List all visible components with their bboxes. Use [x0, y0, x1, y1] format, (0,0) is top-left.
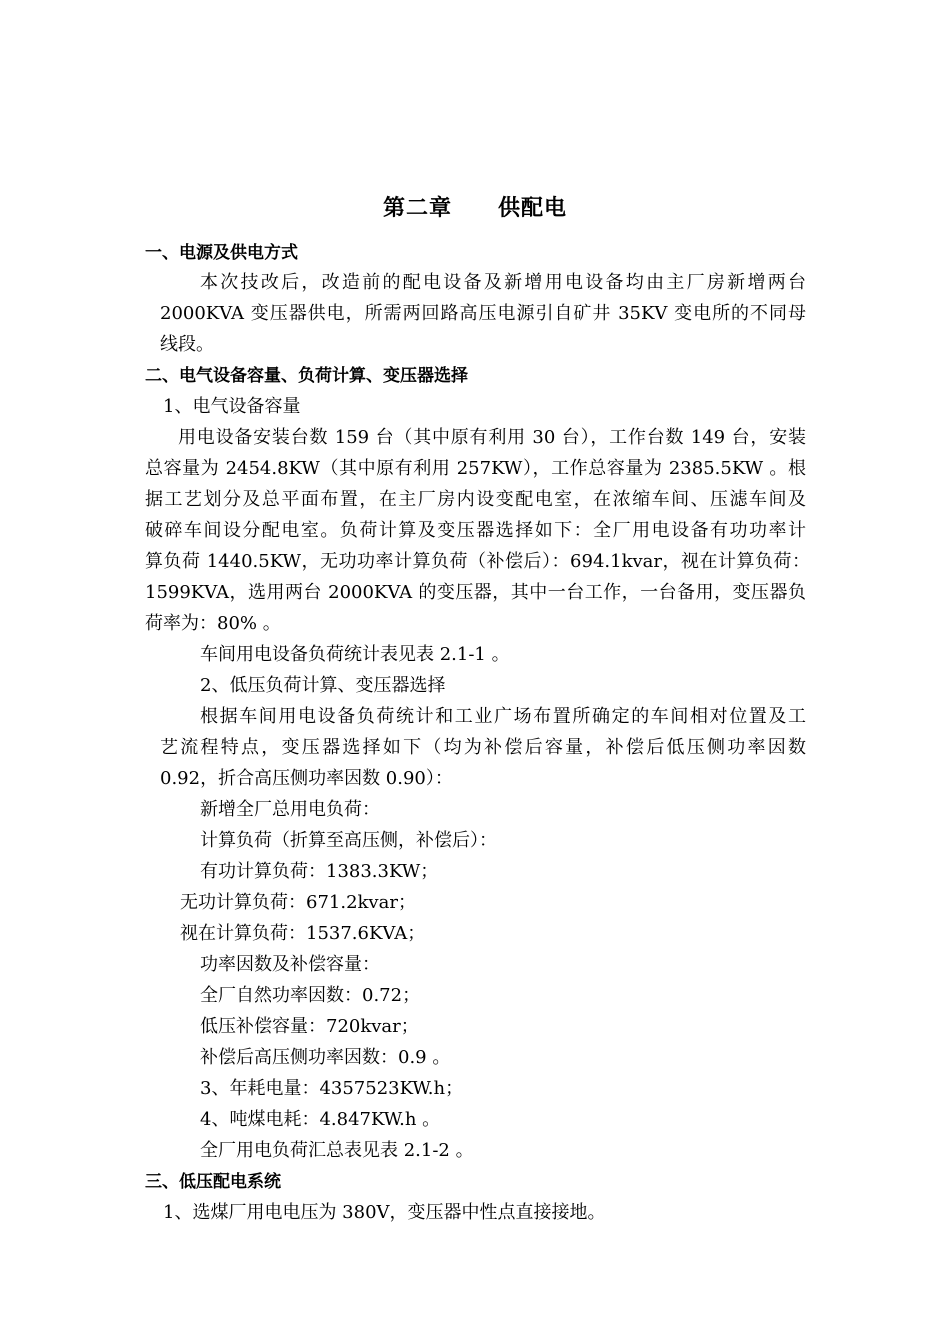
- section-heading-3: 三、低压配电系统: [145, 1172, 281, 1192]
- paragraph-line: 1、选煤厂用电电压为 380V，变压器中性点直接接地。: [163, 1202, 606, 1223]
- paragraph-line: 4、吨煤电耗：4.847KW.h 。: [200, 1109, 441, 1130]
- section-heading-1: 一、电源及供电方式: [145, 243, 298, 263]
- paragraph-line: 艺流程特点，变压器选择如下（均为补偿后容量，补偿后低压侧功率因数: [160, 737, 806, 758]
- paragraph-line: 1599KVA，选用两台 2000KVA 的变压器，其中一台工作，一台备用，变压器负: [145, 582, 806, 603]
- paragraph-line: 全厂用电负荷汇总表见表 2.1-2 。: [200, 1140, 474, 1161]
- section-heading-2: 二、电气设备容量、负荷计算、变压器选择: [145, 366, 468, 386]
- paragraph-line: 新增全厂总用电负荷：: [200, 799, 380, 820]
- paragraph-line: 0.92，折合高压侧功率因数 0.90）：: [160, 768, 453, 789]
- paragraph-line: 据工艺划分及总平面布置，在主厂房内设变配电室，在浓缩车间、压滤车间及: [145, 489, 806, 510]
- paragraph-line: 3、年耗电量：4357523KW.h；: [200, 1078, 464, 1099]
- subsection-heading: 2、低压负荷计算、变压器选择: [200, 675, 446, 696]
- paragraph-line: 2000KVA 变压器供电，所需两回路高压电源引自矿井 35KV 变电所的不同母: [160, 303, 806, 324]
- subsection-heading: 1、电气设备容量: [163, 396, 301, 417]
- paragraph-line: 全厂自然功率因数：0.72；: [200, 985, 421, 1006]
- paragraph-line: 本次技改后，改造前的配电设备及新增用电设备均由主厂房新增两台: [200, 272, 806, 293]
- paragraph-line: 用电设备安装台数 159 台（其中原有利用 30 台），工作台数 149 台，安装: [178, 427, 806, 448]
- paragraph-line: 总容量为 2454.8KW（其中原有利用 257KW），工作总容量为 2385.5KW 。根: [145, 458, 806, 479]
- paragraph-line: 荷率为：80% 。: [145, 613, 281, 634]
- paragraph-line: 破碎车间设分配电室。负荷计算及变压器选择如下：全厂用电设备有功功率计: [145, 520, 806, 541]
- paragraph-line: 补偿后高压侧功率因数：0.9 。: [200, 1047, 451, 1068]
- paragraph-line: 车间用电设备负荷统计表见表 2.1-1 。: [200, 644, 510, 665]
- paragraph-line: 有功计算负荷：1383.3KW；: [200, 861, 439, 882]
- paragraph-line: 算负荷 1440.5KW，无功功率计算负荷（补偿后）：694.1kvar，视在计算负荷：: [145, 551, 810, 572]
- chapter-title: 第二章 供配电: [382, 195, 567, 221]
- paragraph-line: 计算负荷（折算至高压侧，补偿后）：: [200, 830, 497, 851]
- paragraph-line: 功率因数及补偿容量：: [200, 954, 380, 975]
- paragraph-line: 根据车间用电设备负荷统计和工业广场布置所确定的车间相对位置及工: [200, 706, 806, 727]
- paragraph-line: 低压补偿容量：720kvar；: [200, 1016, 419, 1037]
- paragraph-line: 无功计算负荷：671.2kvar；: [180, 892, 416, 913]
- paragraph-line: 线段。: [160, 334, 214, 355]
- paragraph-line: 视在计算负荷：1537.6KVA；: [180, 923, 426, 944]
